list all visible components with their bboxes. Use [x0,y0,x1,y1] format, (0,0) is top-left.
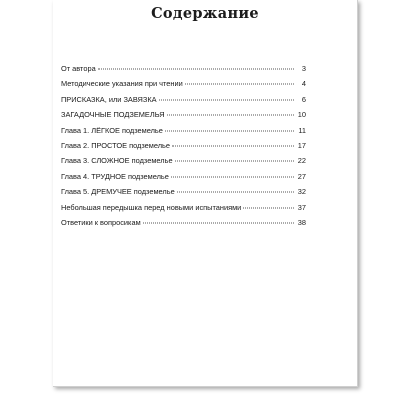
toc-entry-page: 17 [297,140,306,150]
toc-entry-title: Глава 2. ПРОСТОЕ подземелье [61,140,170,150]
toc-entry-page: 3 [301,64,306,73]
toc-entry-page: 4 [301,79,306,89]
toc-entry-page: 32 [297,187,306,197]
toc-entry-title: Глава 4. ТРУДНОЕ подземелье [61,171,169,181]
toc-entry-title: Методические указания при чтении [61,79,183,89]
dot-leader [175,161,294,162]
toc-entry-title: Небольшая передышка перед новыми испытаниями [61,202,242,212]
toc-entry-title: Глава 1. ЛЁГКОЕ подземелье [61,125,163,135]
toc-entry-page: 38 [297,217,306,227]
toc-entry [61,187,306,200]
toc-entry [61,79,306,92]
toc-entry-page: 6 [301,94,306,104]
dot-leader [171,176,294,177]
toc-entry-title: ПРИСКАЗКА, или ЗАВЯЗКА [61,94,157,104]
toc-entry [61,203,306,216]
toc-entry [61,172,306,185]
book-page [53,0,358,387]
dot-leader [159,99,294,100]
toc-entry-page: 22 [297,156,306,166]
toc-entry-title: От автора [61,64,96,73]
toc-entry [61,141,306,154]
dot-leader [243,207,294,208]
page-title: Содержание [151,5,259,22]
toc-entry-page: 11 [298,125,306,135]
toc-entry [61,95,306,108]
dot-leader [185,84,294,85]
toc-entry-page: 10 [297,110,306,120]
toc-entry-page: 27 [297,171,306,181]
dot-leader [98,69,294,70]
toc-entry [61,64,306,77]
toc-entry [61,126,306,139]
dot-leader [167,115,294,116]
toc-entry-title: Ответики к вопросикам [61,217,141,227]
table-of-contents [61,64,306,233]
dot-leader [143,222,294,223]
dot-leader [172,145,294,146]
dot-leader [165,130,294,131]
toc-entry-page: 37 [297,202,306,212]
dot-leader [177,192,294,193]
toc-entry [61,218,306,231]
toc-entry [61,156,306,169]
toc-entry-title: Глава 3. СЛОЖНОЕ подземелье [61,156,173,166]
toc-entry-title: ЗАГАДОЧНЫЕ ПОДЗЕМЕЛЬЯ [61,110,165,120]
toc-entry-title: Глава 5. ДРЕМУЧЕЕ подземелье [61,187,175,197]
toc-entry [61,110,306,123]
